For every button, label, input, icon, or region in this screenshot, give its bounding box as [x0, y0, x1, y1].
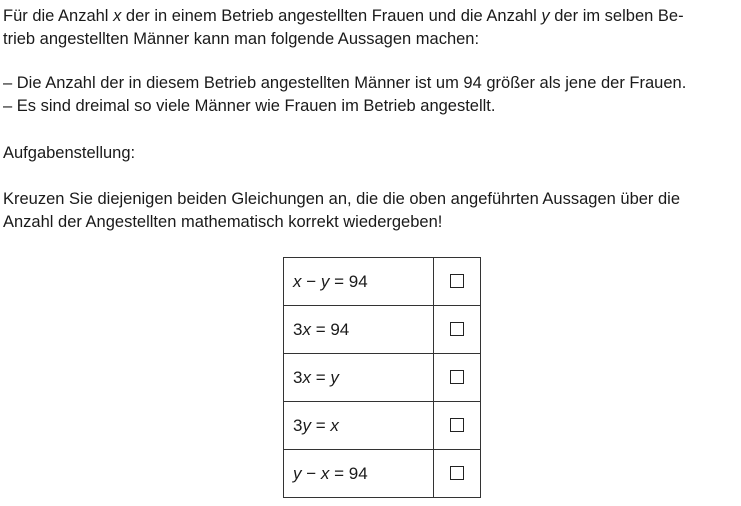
checkbox-cell: [434, 402, 481, 450]
equation-text: [293, 368, 339, 387]
equation-symbol: =: [310, 415, 331, 435]
statement-item: – Die Anzahl der in diesem Betrieb angestellten Männer ist um 94 größer als jene der Frauen.: [3, 74, 687, 92]
equation-symbol: −: [301, 463, 321, 483]
task-heading: Aufgabenstellung:: [3, 144, 136, 162]
equation-symbol: = 94: [310, 319, 350, 339]
equation-variable: x: [293, 271, 302, 291]
checkbox-cell: [434, 306, 481, 354]
equation-text: [293, 416, 339, 435]
equation-cell: [284, 354, 434, 402]
equation-symbol: 3: [293, 367, 303, 387]
equation-symbol: 3: [293, 319, 303, 339]
equation-symbol: = 94: [329, 463, 368, 483]
answer-option-row: [284, 402, 481, 450]
checkbox-cell: [434, 450, 481, 498]
equation-variable: x: [302, 367, 311, 387]
equation-variable: y: [330, 367, 339, 387]
answer-option-row: [284, 354, 481, 402]
equation-variable: x: [330, 415, 339, 435]
intro-paragraph: [3, 5, 739, 51]
equation-symbol: 3: [293, 415, 303, 435]
variable-y: y: [541, 7, 550, 25]
answer-option-row: [284, 258, 481, 306]
intro-text-b: der in einem Betrieb angestellten Frauen und die Anzahl: [121, 7, 542, 25]
intro-line-2: trieb angestellten Männer kann man folgende Aussagen machen:: [3, 30, 480, 48]
statement-item: – Es sind dreimal so viele Männer wie Frauen im Betrieb angestellt.: [3, 97, 496, 115]
answer-checkbox[interactable]: [450, 466, 464, 480]
variable-x: x: [113, 7, 122, 25]
answer-option-row: [284, 306, 481, 354]
equation-cell: [284, 258, 434, 306]
equation-variable: y: [293, 463, 302, 483]
task-instruction: [3, 188, 739, 234]
equation-text: [293, 320, 349, 339]
intro-line-1: [3, 5, 739, 28]
equation-variable: x: [320, 463, 330, 483]
equation-cell: [284, 306, 434, 354]
answer-table: [283, 257, 481, 498]
checkbox-cell: [434, 354, 481, 402]
answer-checkbox[interactable]: [450, 418, 464, 432]
equation-variable: y: [302, 415, 311, 435]
equation-symbol: =: [310, 367, 331, 387]
equation-symbol: = 94: [329, 271, 368, 291]
equation-variable: x: [302, 319, 311, 339]
answer-checkbox[interactable]: [450, 274, 464, 288]
equation-symbol: −: [301, 271, 321, 291]
equation-cell: [284, 450, 434, 498]
equation-variable: y: [320, 271, 330, 291]
equation-text: [293, 272, 368, 291]
task-line-2: Anzahl der Angestellten mathematisch korrekt wiedergeben!: [3, 213, 443, 231]
intro-text-a: Für die Anzahl: [3, 7, 114, 25]
checkbox-cell: [434, 258, 481, 306]
answer-checkbox[interactable]: [450, 322, 464, 336]
intro-text-c: der im selben Be-: [549, 7, 684, 25]
answer-option-row: [284, 450, 481, 498]
equation-text: [293, 464, 368, 483]
statements-list: [3, 72, 739, 118]
task-line-1: Kreuzen Sie diejenigen beiden Gleichungen an, die die oben angeführten Aussagen über die: [3, 190, 681, 208]
equation-cell: [284, 402, 434, 450]
answer-checkbox[interactable]: [450, 370, 464, 384]
